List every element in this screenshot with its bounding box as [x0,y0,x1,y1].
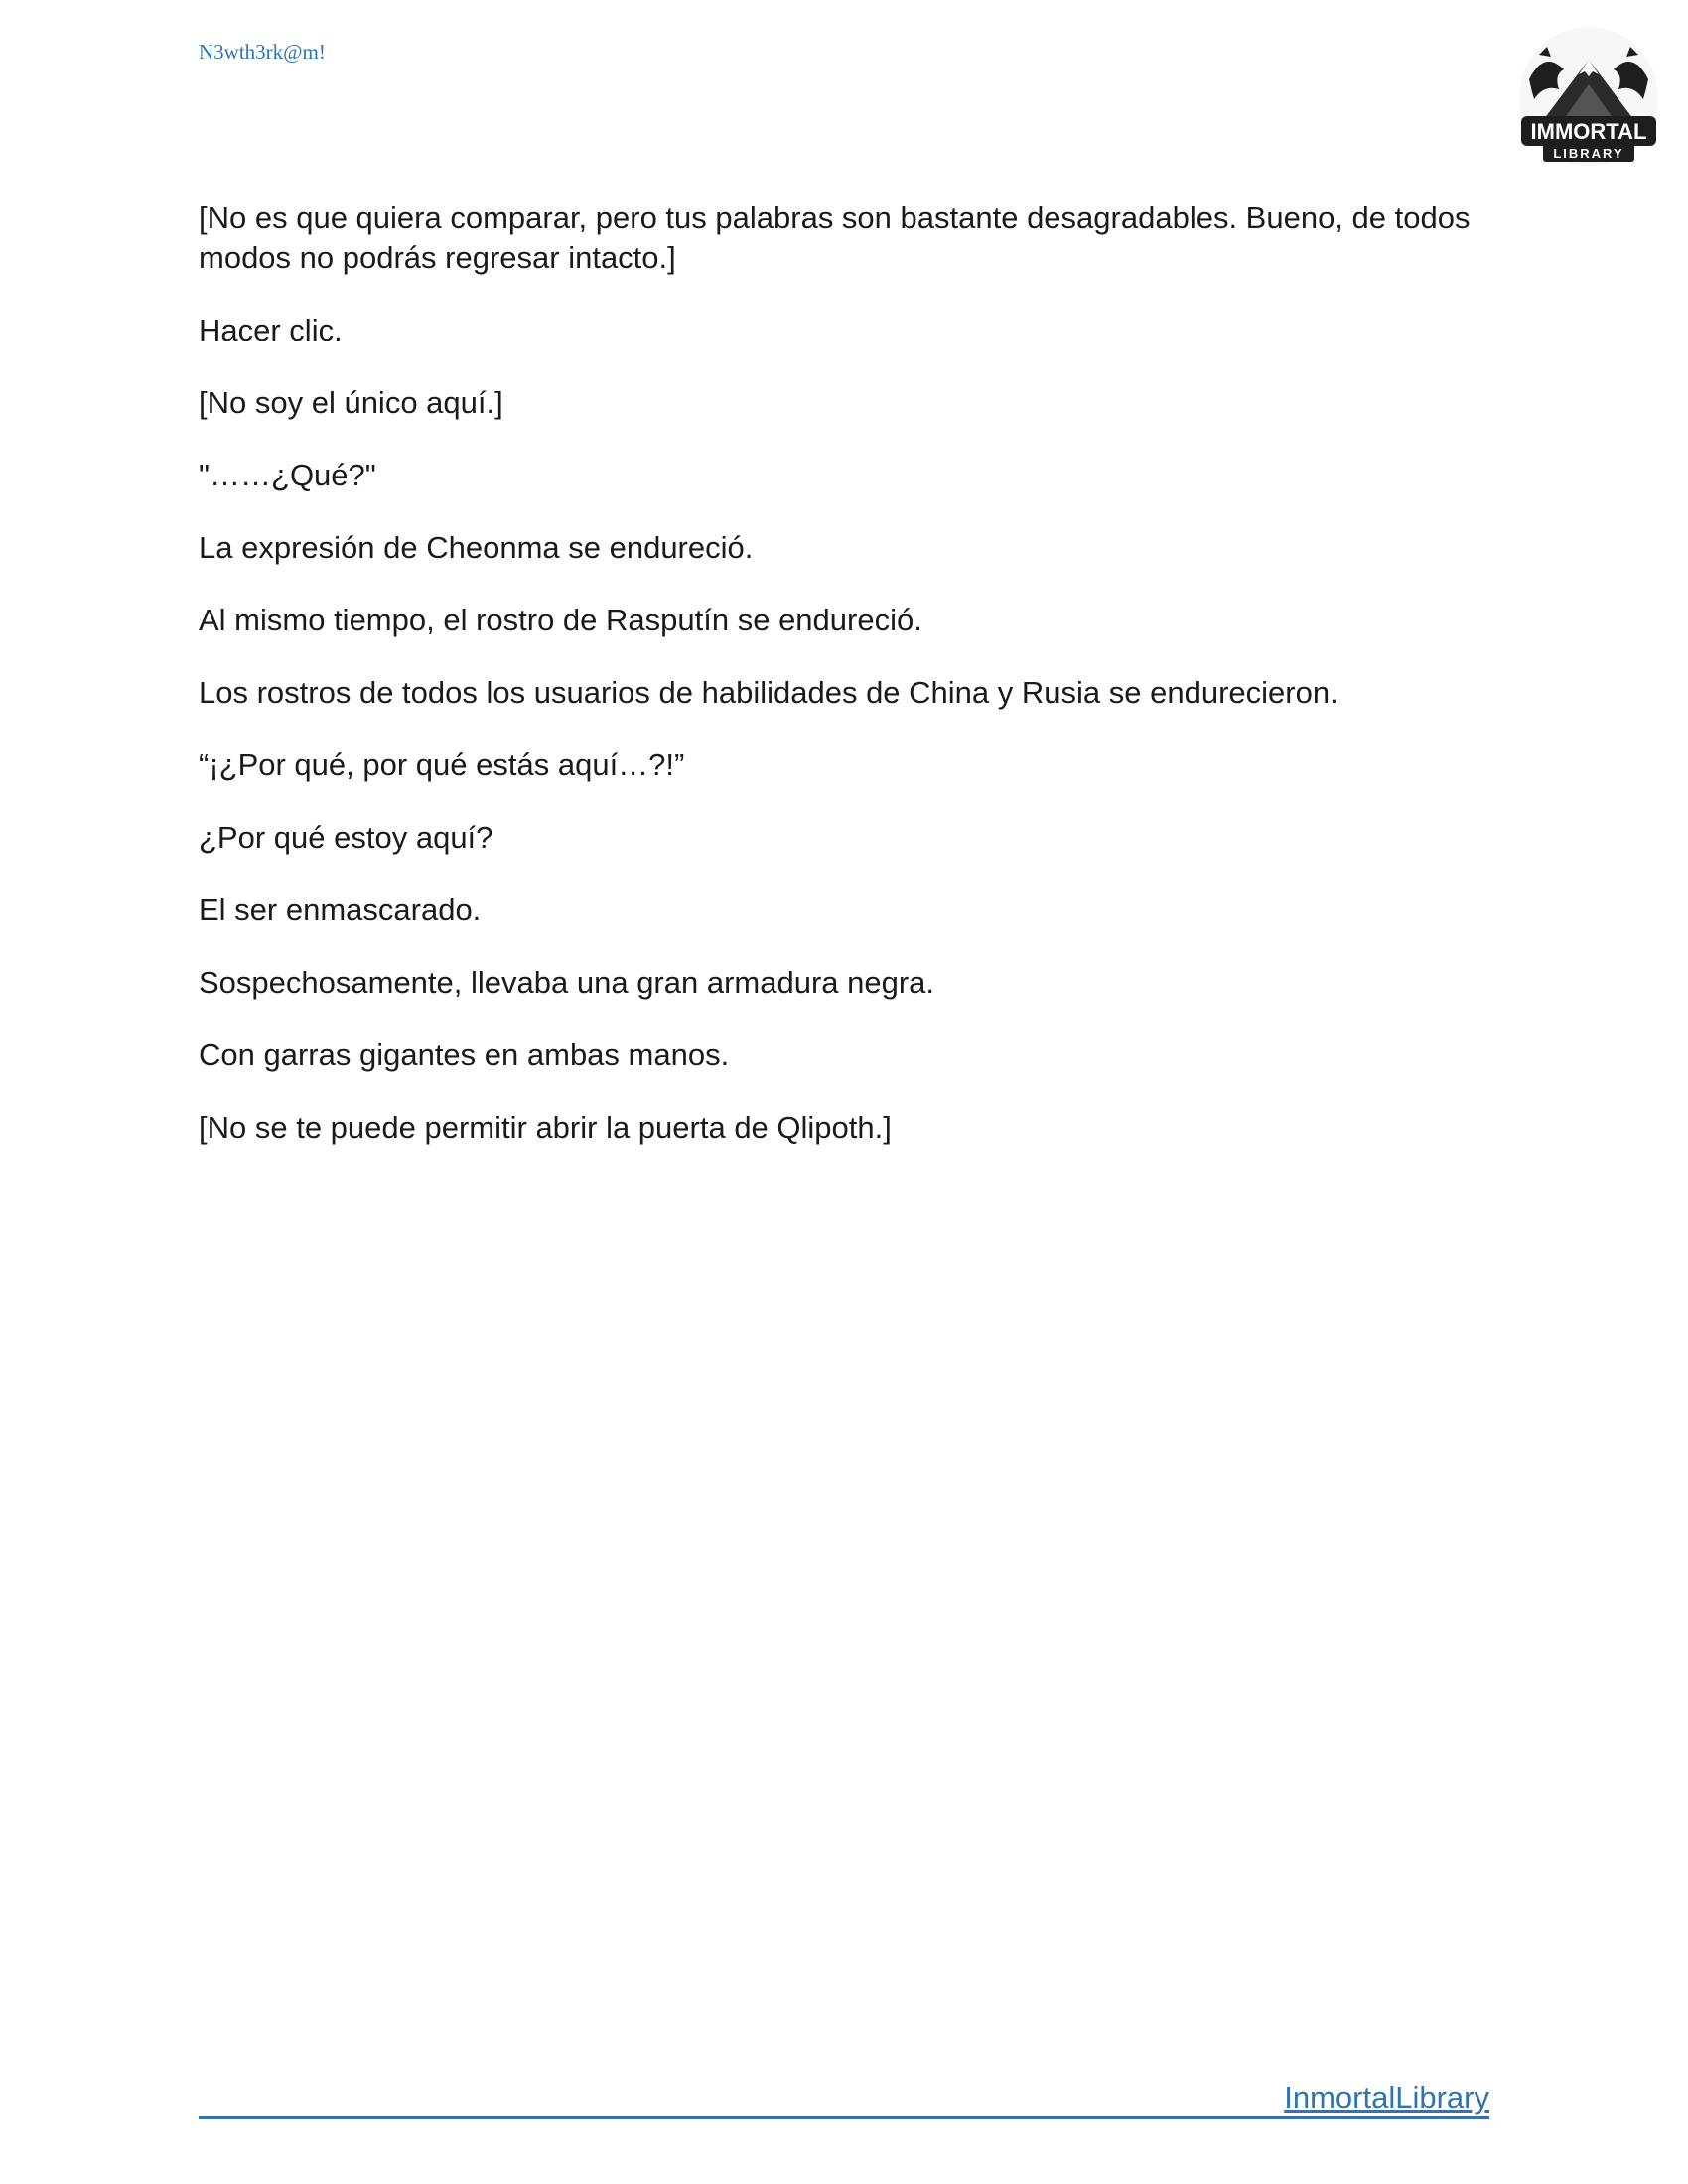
paragraph: "……¿Qué?" [199,458,376,492]
paragraph: Al mismo tiempo, el rostro de Rasputín se endureció. [199,603,922,637]
paragraph: Hacer clic. [199,313,343,347]
paragraph: [No se te puede permitir abrir la puerta de Qlipoth.] [199,1110,892,1145]
dragon-mountain-emblem-icon [1509,25,1668,174]
paragraph: Con garras gigantes en ambas manos. [199,1037,730,1072]
header-watermark: N3wth3rk@m! [199,40,326,64]
immortal-library-logo [1509,25,1668,174]
logo-line2: LIBRARY [1553,146,1624,161]
document-body [199,199,1489,1180]
paragraph: “¡¿Por qué, por qué estás aquí…?!” [199,748,685,782]
footer-divider [199,2116,1489,2119]
paragraph: [No soy el único aquí.] [199,385,503,420]
logo-line1: IMMORTAL [1530,119,1647,144]
paragraph: [No es que quiera comparar, pero tus palabras son bastante desagradables. Bueno, de todos modos no podrás regresar intacto.] [199,201,1471,275]
paragraph: El ser enmascarado. [199,892,482,927]
paragraph: Los rostros de todos los usuarios de habilidades de China y Rusia se endurecieron. [199,675,1338,710]
paragraph: La expresión de Cheonma se endureció. [199,530,754,565]
paragraph: ¿Por qué estoy aquí? [199,820,493,855]
footer-link[interactable]: InmortalLibrary [1284,2080,1489,2115]
paragraph: Sospechosamente, llevaba una gran armadura negra. [199,965,935,1000]
